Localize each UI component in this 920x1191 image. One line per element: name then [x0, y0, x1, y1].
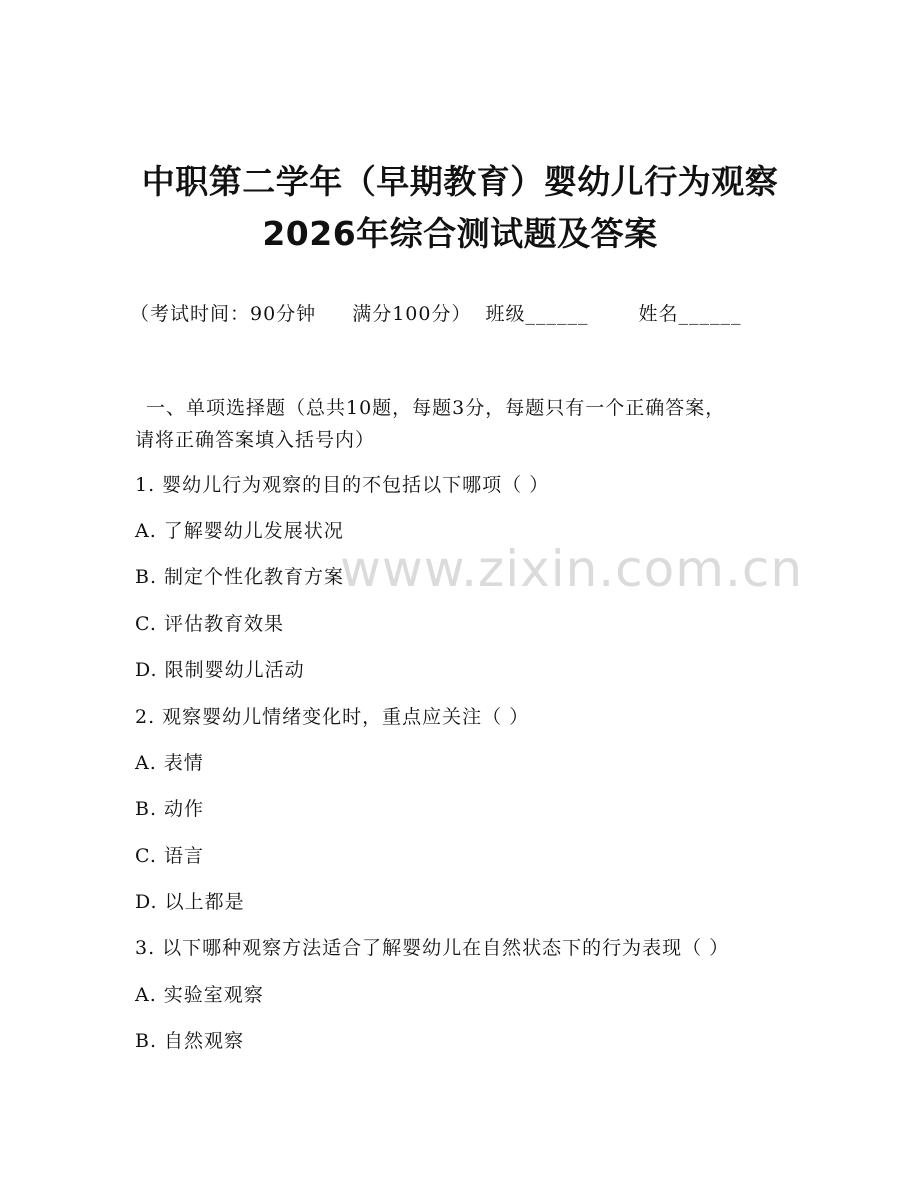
question-3-option-b: B. 自然观察	[135, 1030, 245, 1052]
question-2-stem: 2. 观察婴幼儿情绪变化时，重点应关注（ ）	[135, 706, 530, 728]
section-heading-line-2: 请将正确答案填入括号内）	[135, 429, 376, 451]
exam-info	[130, 302, 741, 326]
question-3-option-a: A. 实验室观察	[135, 984, 264, 1006]
question-1-stem: 1. 婴幼儿行为观察的目的不包括以下哪项（ ）	[135, 474, 550, 496]
exam-score: 满分100分）	[352, 303, 472, 325]
class-field: 班级______	[485, 303, 589, 325]
question-3-stem: 3. 以下哪种观察方法适合了解婴幼儿在自然状态下的行为表现（ ）	[135, 937, 730, 959]
name-field: 姓名______	[638, 303, 742, 325]
question-2-option-b: B. 动作	[135, 798, 205, 820]
exam-time: （考试时间：90分钟	[130, 303, 317, 325]
watermark: www.zixin.com.cn	[340, 540, 804, 598]
document-title-line-1: 中职第二学年（早期教育）婴幼儿行为观察	[141, 162, 779, 201]
question-1-option-a: A. 了解婴幼儿发展状况	[135, 520, 344, 542]
question-2-option-d: D. 以上都是	[135, 891, 245, 913]
question-2-option-c: C. 语言	[135, 845, 204, 867]
question-2-option-a: A. 表情	[135, 752, 204, 774]
question-1-option-d: D. 限制婴幼儿活动	[135, 659, 305, 681]
section-heading-line-1: 一、单项选择题（总共10题，每题3分，每题只有一个正确答案，	[146, 397, 726, 419]
question-1-option-c: C. 评估教育效果	[135, 613, 284, 635]
question-1-option-b: B. 制定个性化教育方案	[135, 566, 345, 588]
document-title-line-2: 2026年综合测试题及答案	[262, 214, 658, 253]
